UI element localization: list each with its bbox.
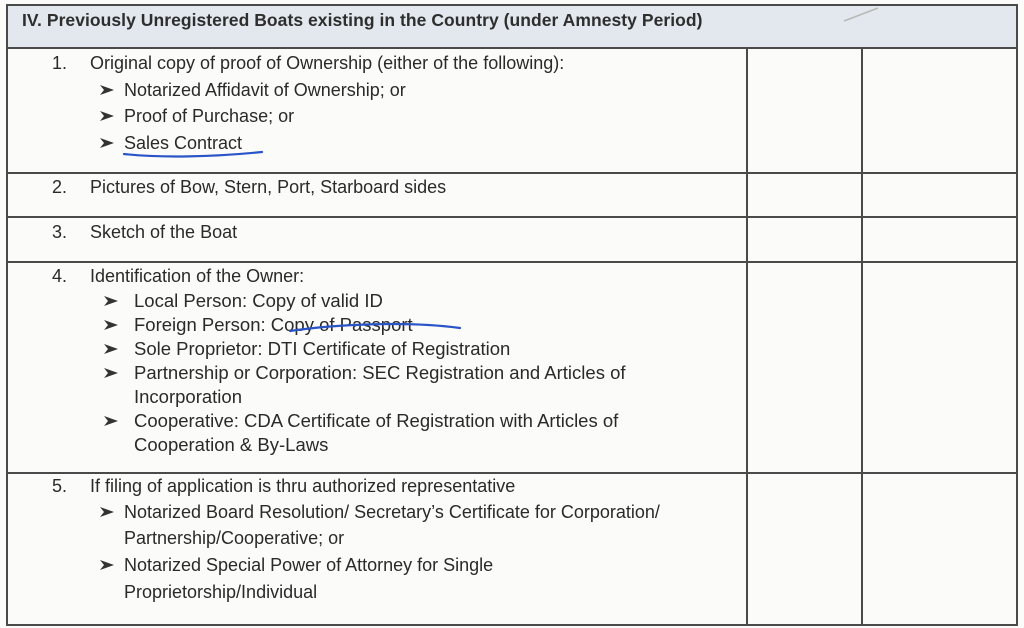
column-divider-2 <box>861 47 863 626</box>
arrowhead-bullet-icon <box>99 559 115 571</box>
item-label: Original copy of proof of Ownership (either of the following): <box>90 53 565 73</box>
arrowhead-bullet-icon <box>103 319 119 331</box>
arrowhead-bullet-icon <box>103 367 119 379</box>
arrowhead-bullet-icon <box>99 137 115 149</box>
row-divider-2 <box>6 216 1018 218</box>
pen-underline <box>288 318 464 336</box>
item-number: 5. <box>52 476 68 496</box>
item-bullet-continuation: Cooperation & By-Laws <box>134 434 329 455</box>
row-divider-3 <box>6 261 1018 263</box>
item-bullet: Proof of Purchase; or <box>124 106 295 126</box>
item-bullet-continuation: Incorporation <box>134 386 242 407</box>
arrowhead-bullet-icon <box>103 343 119 355</box>
table-border-right <box>1016 4 1018 626</box>
item-bullet: Cooperative: CDA Certificate of Registration with Articles of <box>134 410 619 431</box>
item-label: If filing of application is thru authorized representative <box>90 476 516 496</box>
item-number: 1. <box>52 53 68 73</box>
item-label: Sketch of the Boat <box>90 222 238 242</box>
arrowhead-bullet-icon <box>99 506 115 518</box>
item-number: 4. <box>52 266 68 286</box>
column-divider-1 <box>746 47 748 626</box>
item-number: 2. <box>52 177 68 197</box>
arrowhead-bullet-icon <box>103 295 119 307</box>
table-border-left <box>6 4 8 626</box>
item-label: Pictures of Bow, Stern, Port, Starboard sides <box>90 177 447 197</box>
item-number: 3. <box>52 222 68 242</box>
item-bullet: Notarized Special Power of Attorney for Single <box>124 555 494 575</box>
table-border-bottom <box>6 624 1018 626</box>
item-bullet-continuation: Proprietorship/Individual <box>124 582 318 602</box>
header-divider <box>6 47 1018 49</box>
item-label: Identification of the Owner: <box>90 266 305 286</box>
section-title: IV. Previously Unregistered Boats existing in the Country (under Amnesty Period) <box>22 10 703 30</box>
arrowhead-bullet-icon <box>99 110 115 122</box>
item-bullet: Sole Proprietor: DTI Certificate of Registration <box>134 338 511 359</box>
pen-stroke-mark <box>842 4 882 24</box>
item-bullet: Foreign Person: Copy of Passport <box>134 314 413 335</box>
arrowhead-bullet-icon <box>99 84 115 96</box>
item-bullet: Partnership or Corporation: SEC Registration and Articles of <box>134 362 626 383</box>
arrowhead-bullet-icon <box>103 415 119 427</box>
item-bullet: Sales Contract <box>124 133 243 153</box>
item-bullet: Notarized Affidavit of Ownership; or <box>124 80 406 100</box>
item-bullet: Notarized Board Resolution/ Secretary’s Certificate for Corporation/ <box>124 502 660 522</box>
item-bullet: Local Person: Copy of valid ID <box>134 290 383 311</box>
row-divider-1 <box>6 172 1018 174</box>
table-border-top <box>6 4 1018 6</box>
row-divider-4 <box>6 472 1018 474</box>
item-bullet-continuation: Partnership/Cooperative; or <box>124 528 345 548</box>
pen-underline <box>122 146 268 160</box>
